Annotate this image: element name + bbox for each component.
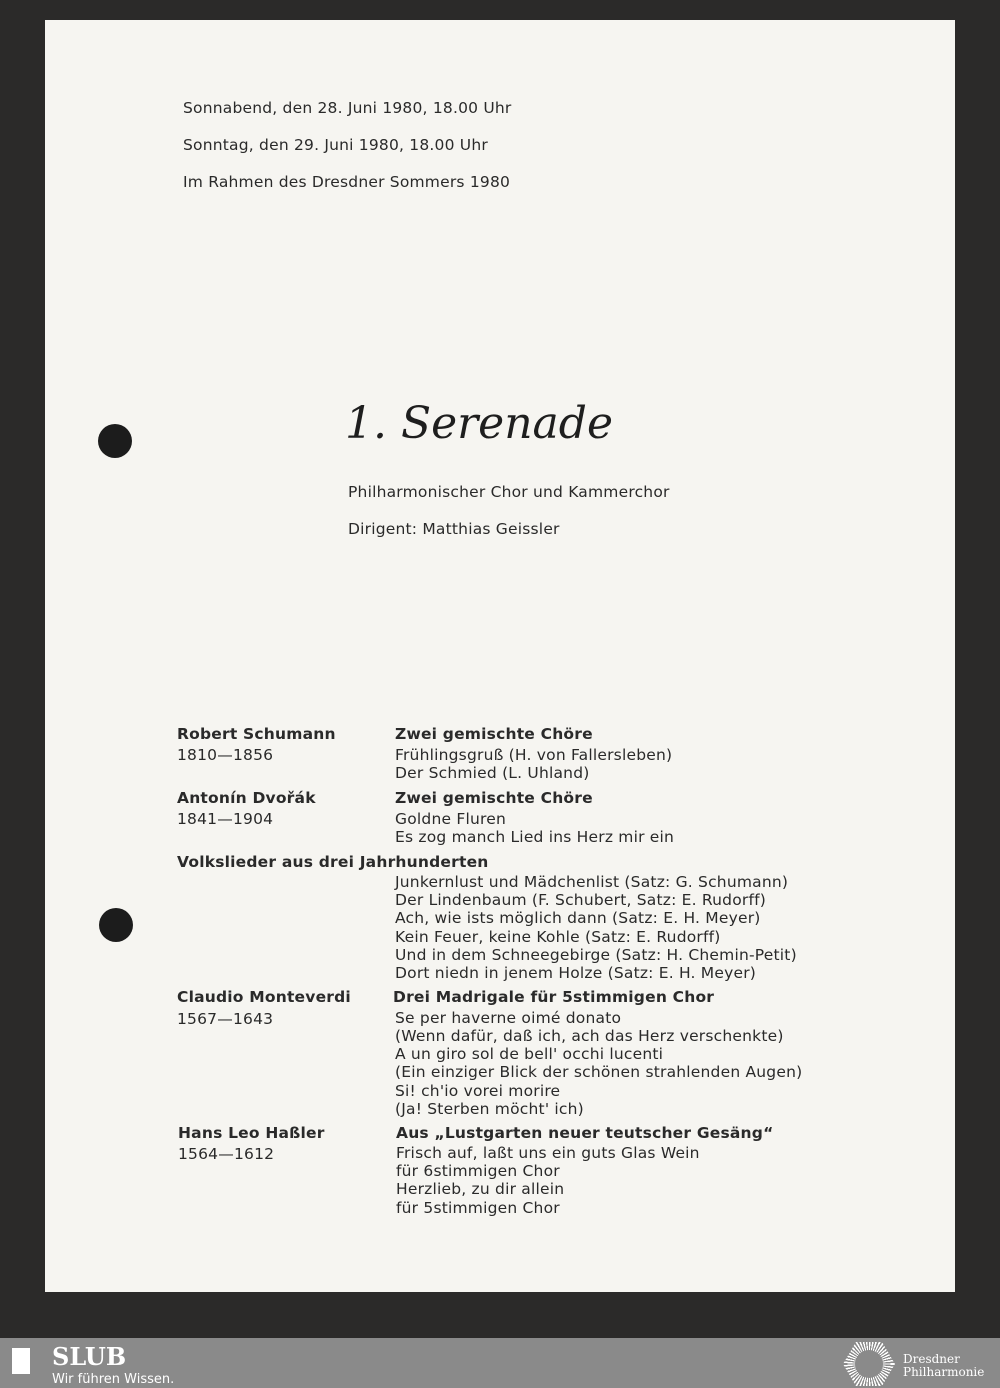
work-item: Frisch auf, laßt uns ein guts Glas Wein xyxy=(396,1144,700,1162)
work-item: Dort niedn in jenem Holze (Satz: E. H. Meyer) xyxy=(395,964,757,982)
work-heading: Zwei gemischte Chöre xyxy=(395,725,593,743)
work-item: Kein Feuer, keine Kohle (Satz: E. Rudorff) xyxy=(395,928,721,946)
work-item: Goldne Fluren xyxy=(395,810,506,828)
work-item: für 6stimmigen Chor xyxy=(396,1162,560,1180)
composer-name: Claudio Monteverdi xyxy=(177,988,351,1006)
slub-logo[interactable]: SLUB xyxy=(52,1342,127,1371)
partner-line: Dresdner xyxy=(903,1352,960,1366)
work-item: Ach, wie ists möglich dann (Satz: E. H. Meyer) xyxy=(395,909,761,927)
composer-name: Hans Leo Haßler xyxy=(178,1124,325,1142)
work-item: Frühlingsgruß (H. von Fallersleben) xyxy=(395,746,673,764)
work-heading: Drei Madrigale für 5stimmigen Chor xyxy=(393,988,715,1006)
composer-name: Antonín Dvořák xyxy=(177,789,316,807)
composer-dates: 1564—1612 xyxy=(178,1145,275,1163)
book-icon xyxy=(12,1348,30,1374)
work-item: Es zog manch Lied ins Herz mir ein xyxy=(395,828,675,846)
work-heading: Zwei gemischte Chöre xyxy=(395,789,593,807)
work-item: (Ein einziger Blick der schönen strahlenden Augen) xyxy=(395,1063,803,1081)
work-item: Herzlieb, zu dir allein xyxy=(396,1180,565,1198)
work-item: (Ja! Sterben möcht' ich) xyxy=(395,1100,584,1118)
composer-dates: 1567—1643 xyxy=(177,1010,274,1028)
composer-name: Robert Schumann xyxy=(177,725,336,743)
subtitle: Philharmonischer Chor und Kammerchor xyxy=(348,483,670,501)
work-item: Der Schmied (L. Uhland) xyxy=(395,764,590,782)
work-item: Si! ch'io vorei morire xyxy=(395,1082,561,1100)
work-item: (Wenn dafür, daß ich, ach das Herz verschenkte) xyxy=(395,1027,784,1045)
date-line: Sonntag, den 29. Juni 1980, 18.00 Uhr xyxy=(183,136,488,154)
work-item: Junkernlust und Mädchenlist (Satz: G. Schumann) xyxy=(395,873,789,891)
work-item: A un giro sol de bell' occhi lucenti xyxy=(395,1045,664,1063)
composer-dates: 1810—1856 xyxy=(177,746,274,764)
work-heading: Volkslieder aus drei Jahrhunderten xyxy=(177,853,489,871)
punch-hole xyxy=(98,424,132,458)
partner-line: Philharmonie xyxy=(903,1365,985,1379)
concert-title: 1. Serenade xyxy=(345,398,613,449)
work-heading: Aus „Lustgarten neuer teutscher Gesäng“ xyxy=(396,1124,774,1142)
philharmonie-logo-text[interactable] xyxy=(903,1353,984,1379)
work-item: Se per haverne oimé donato xyxy=(395,1009,622,1027)
work-item: für 5stimmigen Chor xyxy=(396,1199,560,1217)
conductor: Dirigent: Matthias Geissler xyxy=(348,520,560,538)
philharmonie-logo-icon xyxy=(843,1342,895,1386)
work-item: Der Lindenbaum (F. Schubert, Satz: E. Rudorff) xyxy=(395,891,767,909)
date-line: Sonnabend, den 28. Juni 1980, 18.00 Uhr xyxy=(183,99,512,117)
work-item: Und in dem Schneegebirge (Satz: H. Chemin-Petit) xyxy=(395,946,797,964)
punch-hole xyxy=(99,908,133,942)
footer-bar xyxy=(0,1338,1000,1388)
slub-tagline: Wir führen Wissen. xyxy=(52,1372,175,1387)
festival-line: Im Rahmen des Dresdner Sommers 1980 xyxy=(183,173,511,191)
composer-dates: 1841—1904 xyxy=(177,810,274,828)
